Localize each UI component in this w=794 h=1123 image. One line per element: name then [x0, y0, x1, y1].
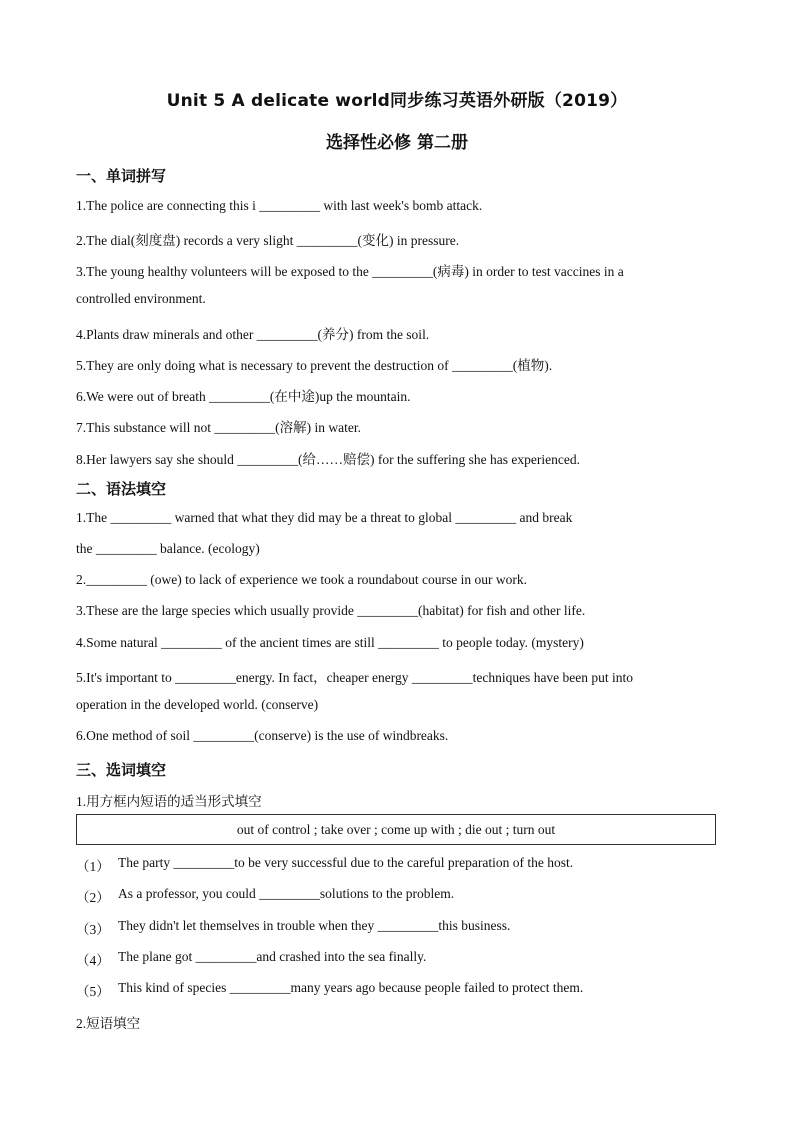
option-sentence: As a professor, you could _________solutions to the problem.	[118, 886, 455, 901]
spelling-item: 3.The young healthy volunteers will be exposed to the _________(病毒) in order to test vaccines in a	[76, 264, 624, 279]
spelling-item: 6.We were out of breath _________(在中途)up the mountain.	[76, 389, 411, 404]
grammar-item: 1.The _________ warned that what they did may be a threat to global _________ and break	[76, 510, 573, 525]
spelling-item: 1.The police are connecting this i _________ with last week's bomb attack.	[76, 198, 483, 213]
option-number: （3）	[76, 922, 110, 937]
grammar-item: 3.These are the large species which usually provide _________(habitat) for fish and other life.	[76, 603, 586, 618]
spelling-item: 4.Plants draw minerals and other _________(养分) from the soil.	[76, 327, 430, 342]
option-sentence: This kind of species _________many years ago because people failed to protect them.	[118, 980, 584, 995]
subsection-instruction: 1.用方框内短语的适当形式填空	[76, 794, 262, 809]
section-heading-word-choice: 三、选词填空	[76, 761, 167, 779]
phrase-box: out of control ; take over ; come up with ; die out ; turn out	[76, 814, 716, 845]
spelling-item: 7.This substance will not _________(溶解) in water.	[76, 420, 361, 435]
section-heading-spelling: 一、单词拼写	[76, 167, 167, 185]
option-sentence: The plane got _________and crashed into the sea finally.	[118, 949, 427, 964]
grammar-item: 6.One method of soil _________(conserve) is the use of windbreaks.	[76, 728, 449, 743]
grammar-item: 4.Some natural _________ of the ancient times are still _________ to people today. (mystery)	[76, 635, 584, 650]
spelling-item-continuation: controlled environment.	[76, 291, 206, 306]
spelling-item: 8.Her lawyers say she should _________(给……赔偿) for the suffering she has experienced.	[76, 452, 581, 467]
option-number: （4）	[76, 953, 110, 968]
grammar-item-continuation: operation in the developed world. (conserve)	[76, 697, 319, 712]
grammar-item: 2._________ (owe) to lack of experience we took a roundabout course in our work.	[76, 572, 527, 587]
subsection-instruction: 2.短语填空	[76, 1016, 141, 1031]
page-subtitle: 选择性必修 第二册	[326, 133, 468, 153]
option-number: （5）	[76, 984, 110, 999]
option-number: （1）	[76, 859, 110, 874]
spelling-item: 2.The dial(刻度盘) records a very slight _________(变化) in pressure.	[76, 233, 460, 248]
option-sentence: They didn't let themselves in trouble when they _________this business.	[118, 918, 511, 933]
spelling-item: 5.They are only doing what is necessary to prevent the destruction of _________(植物).	[76, 358, 553, 373]
grammar-item: 5.It's important to _________energy. In fact，cheaper energy _________techniques have been put into	[76, 670, 634, 685]
option-number: （2）	[76, 890, 110, 905]
option-sentence: The party _________to be very successful due to the careful preparation of the host.	[118, 855, 574, 870]
grammar-item-continuation: the _________ balance. (ecology)	[76, 541, 260, 556]
page-title: Unit 5 A delicate world同步练习英语外研版（2019）	[166, 91, 628, 111]
section-heading-grammar: 二、语法填空	[76, 480, 167, 498]
